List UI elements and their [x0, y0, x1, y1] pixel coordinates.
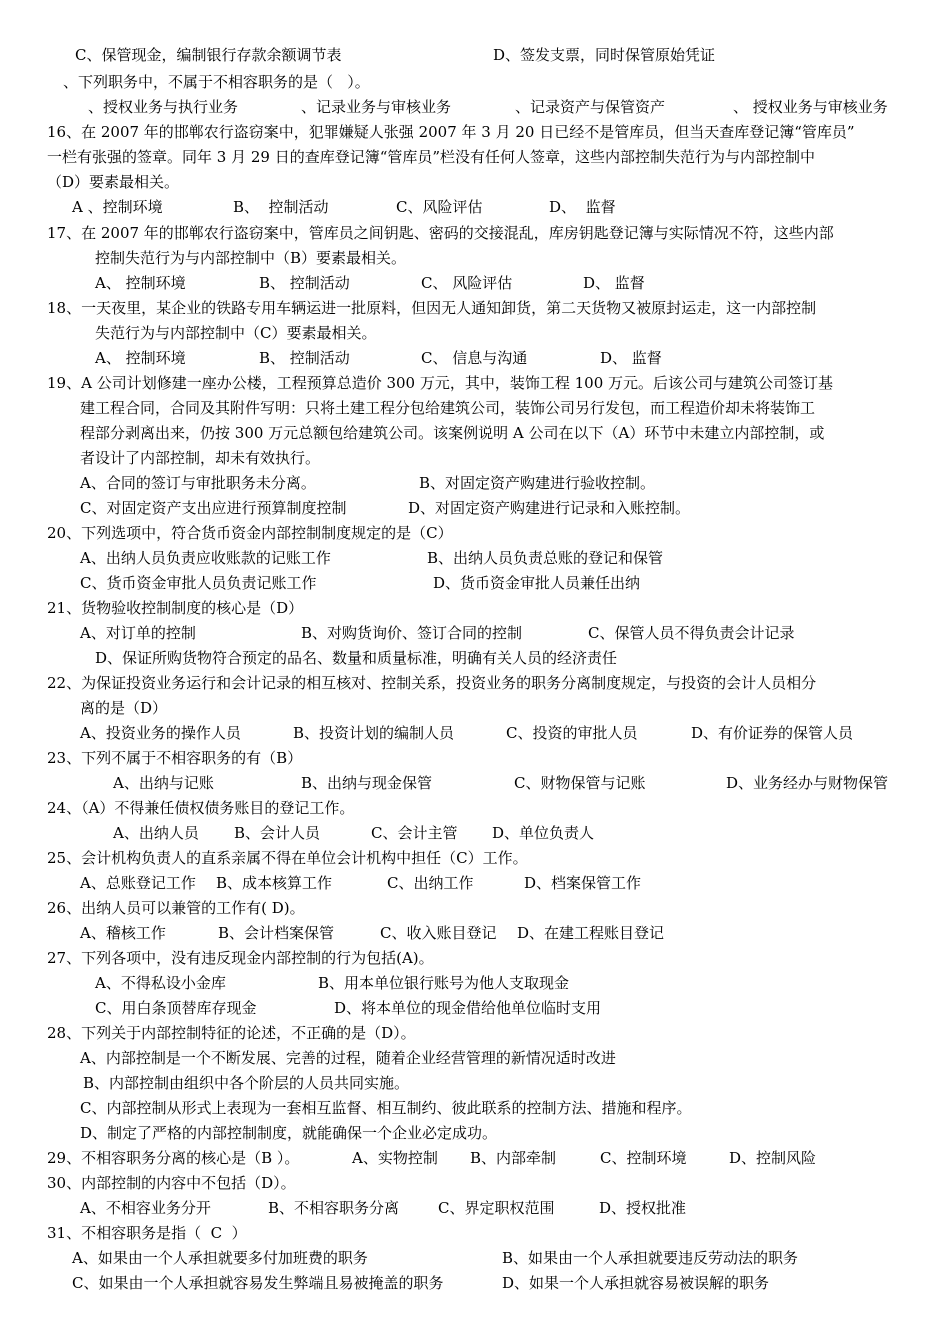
text-line: 16、在 2007 年的邯郸农行盗窃案中，犯罪嫌疑人张强 2007 年 3 月 20 日已经不是管库员，但当天查库登记簿“管库员”	[47, 123, 855, 141]
text-line: A、实物控制	[352, 1149, 438, 1167]
text-line: 、 授权业务与审核业务	[733, 98, 888, 116]
text-line: 程部分剥离出来，仍按 300 万元总额包给建筑公司。该案例说明 A 公司在以下（A）环节中未建立内部控制，或	[80, 424, 825, 442]
text-line: B、内部牵制	[470, 1149, 557, 1167]
text-line: B、 控制活动	[259, 274, 350, 292]
text-line: 失范行为与内部控制中（C）要素最相关。	[95, 324, 377, 342]
text-line: B、如果由一个人承担就要违反劳动法的职务	[502, 1249, 799, 1267]
text-line: D、将本单位的现金借给他单位临时支用	[334, 999, 602, 1017]
text-line: 、下列职务中，不属于不相容职务的是（ ）。	[63, 73, 370, 91]
text-line: A、不得私设小金库	[95, 974, 226, 992]
text-line: A、稽核工作	[80, 924, 166, 942]
text-line: （D）要素最相关。	[47, 173, 180, 191]
text-line: A、出纳人员负责应收账款的记账工作	[80, 549, 331, 567]
text-line: D、业务经办与财物保管	[726, 774, 889, 792]
text-line: A、 控制环境	[95, 349, 186, 367]
text-line: B、用本单位银行账号为他人支取现金	[318, 974, 570, 992]
text-line: A、 控制环境	[95, 274, 186, 292]
text-line: A、出纳人员	[113, 824, 199, 842]
text-line: A、投资业务的操作人员	[80, 724, 241, 742]
text-line: D、单位负责人	[492, 824, 595, 842]
text-line: C、界定职权范围	[438, 1199, 555, 1217]
text-line: D、 监督	[583, 274, 645, 292]
text-line: C、会计主管	[371, 824, 458, 842]
text-line: B、对固定资产购建进行验收控制。	[419, 474, 656, 492]
text-line: 18、一天夜里，某企业的铁路专用车辆运进一批原料，但因无人通知卸货，第二天货物又被原封运走，这一内部控制	[47, 299, 817, 317]
text-line: 、授权业务与执行业务	[88, 98, 239, 116]
text-line: B、 控制活动	[233, 198, 329, 216]
text-line: A、总账登记工作	[80, 874, 196, 892]
text-line: A、对订单的控制	[80, 624, 196, 642]
text-line: 者设计了内部控制，却未有效执行。	[80, 449, 321, 467]
text-line: B、会计人员	[234, 824, 321, 842]
text-line: D、签发支票，同时保管原始凭证	[493, 46, 716, 64]
text-line: B、出纳人员负责总账的登记和保管	[427, 549, 664, 567]
text-line: B、投资计划的编制人员	[293, 724, 455, 742]
text-line: A、如果由一个人承担就要多付加班费的职务	[72, 1249, 368, 1267]
text-line: 21、货物验收控制制度的核心是（D）	[47, 599, 304, 617]
text-line: 28、下列关于内部控制特征的论述，不正确的是（D）。	[47, 1024, 416, 1042]
text-line: D、制定了严格的内部控制制度，就能确保一个企业必定成功。	[80, 1124, 498, 1142]
text-line: 30、内部控制的内容中不包括（D）。	[47, 1174, 296, 1192]
text-line: C、财物保管与记账	[514, 774, 646, 792]
text-line: B、出纳与现金保管	[301, 774, 433, 792]
text-line: D、有价证券的保管人员	[691, 724, 854, 742]
text-line: 一栏有张强的签章。同年 3 月 29 日的查库登记簿“管库员”栏没有任何人签章，这些内部控制失范行为与内部控制中	[47, 148, 816, 166]
text-line: D、控制风险	[729, 1149, 817, 1167]
text-line: 25、会计机构负责人的直系亲属不得在单位会计机构中担任（C）工作。	[47, 849, 528, 867]
text-line: C、收入账目登记	[380, 924, 497, 942]
text-line: C、 信息与沟通	[421, 349, 528, 367]
text-line: A、内部控制是一个不断发展、完善的过程，随着企业经营管理的新情况适时改进	[80, 1049, 616, 1067]
text-line: D、货币资金审批人员兼任出纳	[433, 574, 641, 592]
text-line: 29、不相容职务分离的核心是（B ）。	[47, 1149, 300, 1167]
text-line: D、在建工程账目登记	[517, 924, 665, 942]
text-line: 离的是（D）	[80, 699, 168, 717]
text-line: 建工程合同，合同及其附件写明：只将土建工程分包给建筑公司，装饰公司另行发包，而工程造价却未将装饰工	[80, 399, 816, 417]
text-line: 、记录资产与保管资产	[515, 98, 666, 116]
text-line: 24、（A）不得兼任债权债务账目的登记工作。	[47, 799, 355, 817]
text-line: D、对固定资产购建进行记录和入账控制。	[408, 499, 691, 517]
text-line: 22、为保证投资业务运行和会计记录的相互核对、控制关系，投资业务的职务分离制度规定，与投资的会计人员相分	[47, 674, 817, 692]
text-line: B、对购货询价、签订合同的控制	[301, 624, 523, 642]
text-line: C、货币资金审批人员负责记账工作	[80, 574, 317, 592]
text-line: A、不相容业务分开	[80, 1199, 211, 1217]
text-line: B、成本核算工作	[216, 874, 333, 892]
text-line: C、对固定资产支出应进行预算制度控制	[80, 499, 347, 517]
text-line: D、 监督	[600, 349, 662, 367]
text-line: B、会计档案保管	[218, 924, 335, 942]
text-line: 、记录业务与审核业务	[301, 98, 452, 116]
text-line: C、内部控制从形式上表现为一套相互监督、相互制约、彼此联系的控制方法、措施和程序。	[80, 1099, 692, 1117]
text-line: D、保证所购货物符合预定的品名、数量和质量标准，明确有关人员的经济责任	[95, 649, 618, 667]
text-line: D、如果一个人承担就容易被误解的职务	[502, 1274, 770, 1292]
text-line: C、风险评估	[396, 198, 483, 216]
text-line: C、如果由一个人承担就容易发生弊端且易被掩盖的职务	[72, 1274, 444, 1292]
text-line: 27、下列各项中，没有违反现金内部控制的行为包括(A)。	[47, 949, 434, 967]
text-line: A、合同的签订与审批职务未分离。	[80, 474, 316, 492]
text-line: 23、下列不属于不相容职务的有（B）	[47, 749, 303, 767]
text-line: A、出纳与记账	[113, 774, 214, 792]
text-line: B、内部控制由组织中各个阶层的人员共同实施。	[83, 1074, 410, 1092]
text-line: D、授权批准	[599, 1199, 687, 1217]
text-line: 26、出纳人员可以兼管的工作有( D)。	[47, 899, 305, 917]
text-line: C、出纳工作	[387, 874, 474, 892]
text-line: C、保管人员不得负责会计记录	[588, 624, 795, 642]
text-line: 19、A 公司计划修建一座办公楼，工程预算总造价 300 万元，其中，装饰工程 100 万元。后该公司与建筑公司签订基	[47, 374, 834, 392]
text-line: B、 控制活动	[259, 349, 350, 367]
text-line: C、保管现金，编制银行存款余额调节表	[75, 46, 342, 64]
text-line: C、用白条顶替库存现金	[95, 999, 257, 1017]
text-line: B、不相容职务分离	[268, 1199, 400, 1217]
text-line: A 、控制环境	[72, 198, 163, 216]
text-line: 控制失范行为与内部控制中（B）要素最相关。	[95, 249, 407, 267]
text-line: C、 风险评估	[421, 274, 513, 292]
text-line: D、 监督	[549, 198, 616, 216]
text-line: 17、在 2007 年的邯郸农行盗窃案中，管库员之间钥匙、密码的交接混乱，库房钥匙登记簿与实际情况不符，这些内部	[47, 224, 834, 242]
text-line: 20、下列选项中，符合货币资金内部控制制度规定的是（C）	[47, 524, 453, 542]
text-line: C、投资的审批人员	[506, 724, 638, 742]
text-line: C、控制环境	[600, 1149, 687, 1167]
text-line: 31、不相容职务是指（ C ）	[47, 1224, 247, 1242]
text-line: D、档案保管工作	[524, 874, 642, 892]
